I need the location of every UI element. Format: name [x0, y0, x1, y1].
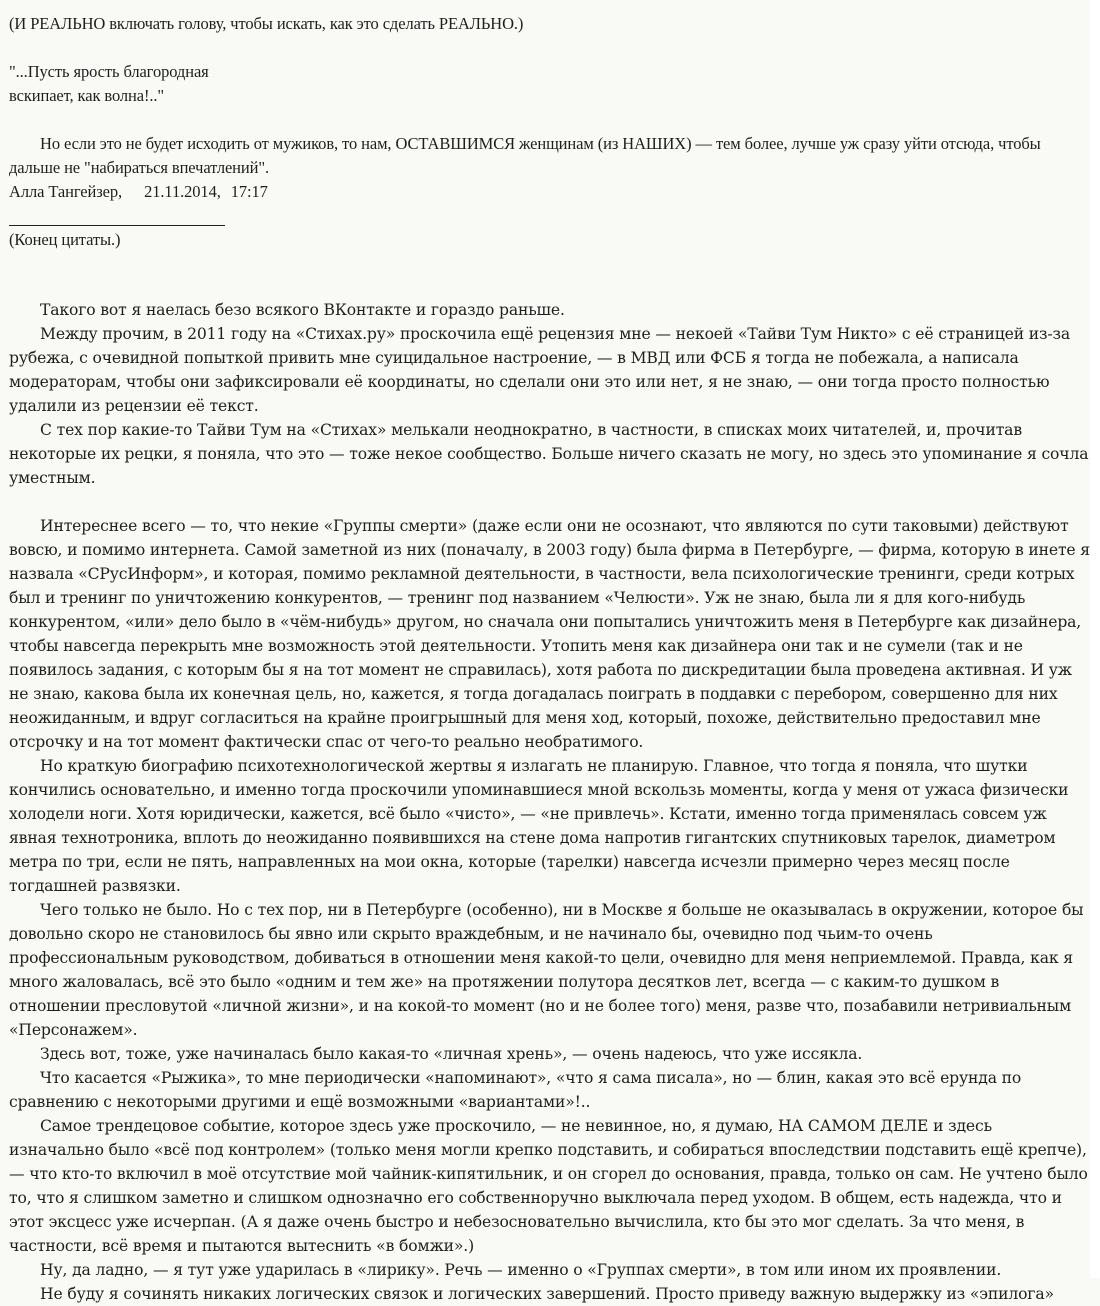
paragraph: Чего только не было. Но с тех пор, ни в Петербурге (особенно), ни в Москве я больше не оказывалась в окружении, которое бы довольно скоро не становилось бы явно или скрыто враждебным, и не начинало бы, очевидно под чьим-то очень профессиональным руководством, добиваться в отношении меня какой-то цели, очевидно для меня неприемлемой. Правда, как я много жаловалась, всё это было «одним и тем же» на протяжении полутора десятков лет, всегда — с каким-то душком в отношении пресловутой «личной жизни», и на кокой-то момент (но и не более того) меня, разве что, позабавили нетривиальным «Персонажем». [9, 901, 1084, 1039]
quote-time: 17:17 [230, 182, 268, 201]
section-2 [9, 514, 1091, 1306]
end-of-quote: (Конец цитаты.) [9, 230, 121, 249]
paragraph: Но краткую биографию психотехнологической жертвы я излагать не планирую. Главное, что тогда я поняла, что шутки кончились основательно, и именно тогда проскочили упоминавшиеся мной вскользь моменты, когда у меня от ужаса физически холодели ноги. Хотя юридически, кажется, всё было «чисто», — «не привлечь». Кстати, именно тогда применялась совсем уж явная технотроника, вплоть до неожиданно появившихся на стене дома напротив гигантских спутниковых тарелок, диаметром метра по три, если не пять, направленных на мои окна, которые (тарелки) навсегда исчезли примерно через месяц после тогдашней развязки. [9, 757, 1069, 895]
section-1 [9, 298, 1091, 490]
quote-paragraph: Но если это не будет исходить от мужиков, то нам, ОСТАВШИМСЯ женщинам (из НАШИХ) — тем более, лучше уж сразу уйти отсюда, чтобы дальше не "набираться впечатлений". [9, 134, 1041, 177]
paragraph: Ну, да ладно, — я тут уже ударилась в «лирику». Речь — именно о «Группах смерти», в том или ином их проявлении. [40, 1261, 1002, 1279]
quote-line-realno: (И РЕАЛЬНО включать голову, чтобы искать, как это сделать РЕАЛЬНО.) [9, 14, 524, 33]
author-name: Алла Тангейзер, [9, 182, 123, 201]
paragraph: Самое трендецовое событие, которое здесь уже проскочило, — не невинное, но, я думаю, НА САМОМ ДЕЛЕ и здесь изначально было «всё под контролем» (только меня могли крепко подставить, и собираться впоследствии подставить ещё крепче), — что кто-то включил в моё отсутствие мой чайник-кипятильник, и он сгорел до основания, правда, только он сам. Не учтено было то, что я слишком заметно и слишком однозначно его собственноручно выключала перед уходом. В общем, есть надежда, что и этот эксцесс уже исчерпан. (А я даже очень быстро и небезосновательно вычислила, кто бы это мог сделать. За что меня, в частности, всё время и пытаются вытеснить «в бомжи».) [9, 1117, 1088, 1255]
paragraph: Интереснее всего — то, что некие «Группы смерти» (даже если они не осознают, что являются по сути таковыми) действуют вовсю, и помимо интернета. Самой заметной из них (поначалу, в 2003 году) была фирма в Петербурге, — фирма, которую в инете я назвала «СРусИнформ», и которая, помимо рекламной деятельности, в частности, вела психологические тренинги, среди котрых был и тренинг по уничтожению конкурентов, — тренинг под названием «Челюсти». Уж не знаю, была ли я для кого-нибудь конкурентом, «или» дело было в «чём-нибудь» другом, но сначала они попытались уничтожить меня в Петербурге как дизайнера, чтобы навсегда перекрыть мне возможность этой деятельности. Утопить меня как дизайнера они так и не сумели (так и не появилось задания, с которым бы я на тот момент не справилась), хотя работа по дискредитации была проведена активная. И уж не знаю, какова была их конечная цель, но, кажется, я тогда догадалась поиграть в поддавки с перебором, совершенно для них неожиданным, и вдруг согласиться на крайне проигрышный для меня ход, который, похоже, действительно предоставил мне отсрочку и на тот момент фактически спас от чего-то реально необратимого. [9, 517, 1090, 751]
paragraph: Здесь вот, тоже, уже начиналась было какая-то «личная хрень», — очень надеюсь, что уже иссякла. [40, 1045, 863, 1063]
quote-signature [9, 180, 1091, 204]
paragraph: Не буду я сочинять никаких логических связок и логических завершений. Просто приведу важную выдержку из «эпилога» [40, 1285, 1054, 1303]
quoted-comment [9, 0, 1091, 252]
cut-off-line [9, 0, 1091, 12]
paragraph: С тех пор какие-то Тайви Тум на «Стихах» мелькали неоднократно, в частности, в списках моих читателей, и, прочитав некоторые их рецки, я поняла, что это — тоже некое сообщество. Больше ничего сказать не могу, но здесь это упоминание я сочла уместным. [9, 421, 1089, 487]
quote-date: 21.11.2014, [144, 182, 221, 201]
document-page [9, 0, 1091, 1306]
paragraph: Такого вот я наелась безо всякого ВКонтакте и гораздо раньше. [40, 301, 565, 319]
page-edge-strip [1090, 0, 1100, 1278]
verse-line-2: вскипает, как волна!.." [9, 86, 165, 105]
paragraph: Между прочим, в 2011 году на «Стихах.ру» проскочила ещё рецензия мне — некоей «Тайви Тум Никто» с её страницей из-за рубежа, с очевидной попыткой привить мне суицидальное настроение, — в МВД или ФСБ я тогда не побежала, а написала модераторам, чтобы они зафиксировали её координаты, но сделали они это или нет, я не знаю, — они тогда просто полностью удалили из рецензии её текст. [9, 325, 1071, 415]
paragraph: Что касается «Рыжика», то мне периодически «напоминают», «что я сама писала», но — блин, какая это всё ерунда по сравнению с некоторыми другими и ещё возможными «вариантами»!.. [9, 1069, 1022, 1111]
verse-line-1: "...Пусть ярость благородная [9, 62, 209, 81]
separator-line [9, 225, 225, 226]
